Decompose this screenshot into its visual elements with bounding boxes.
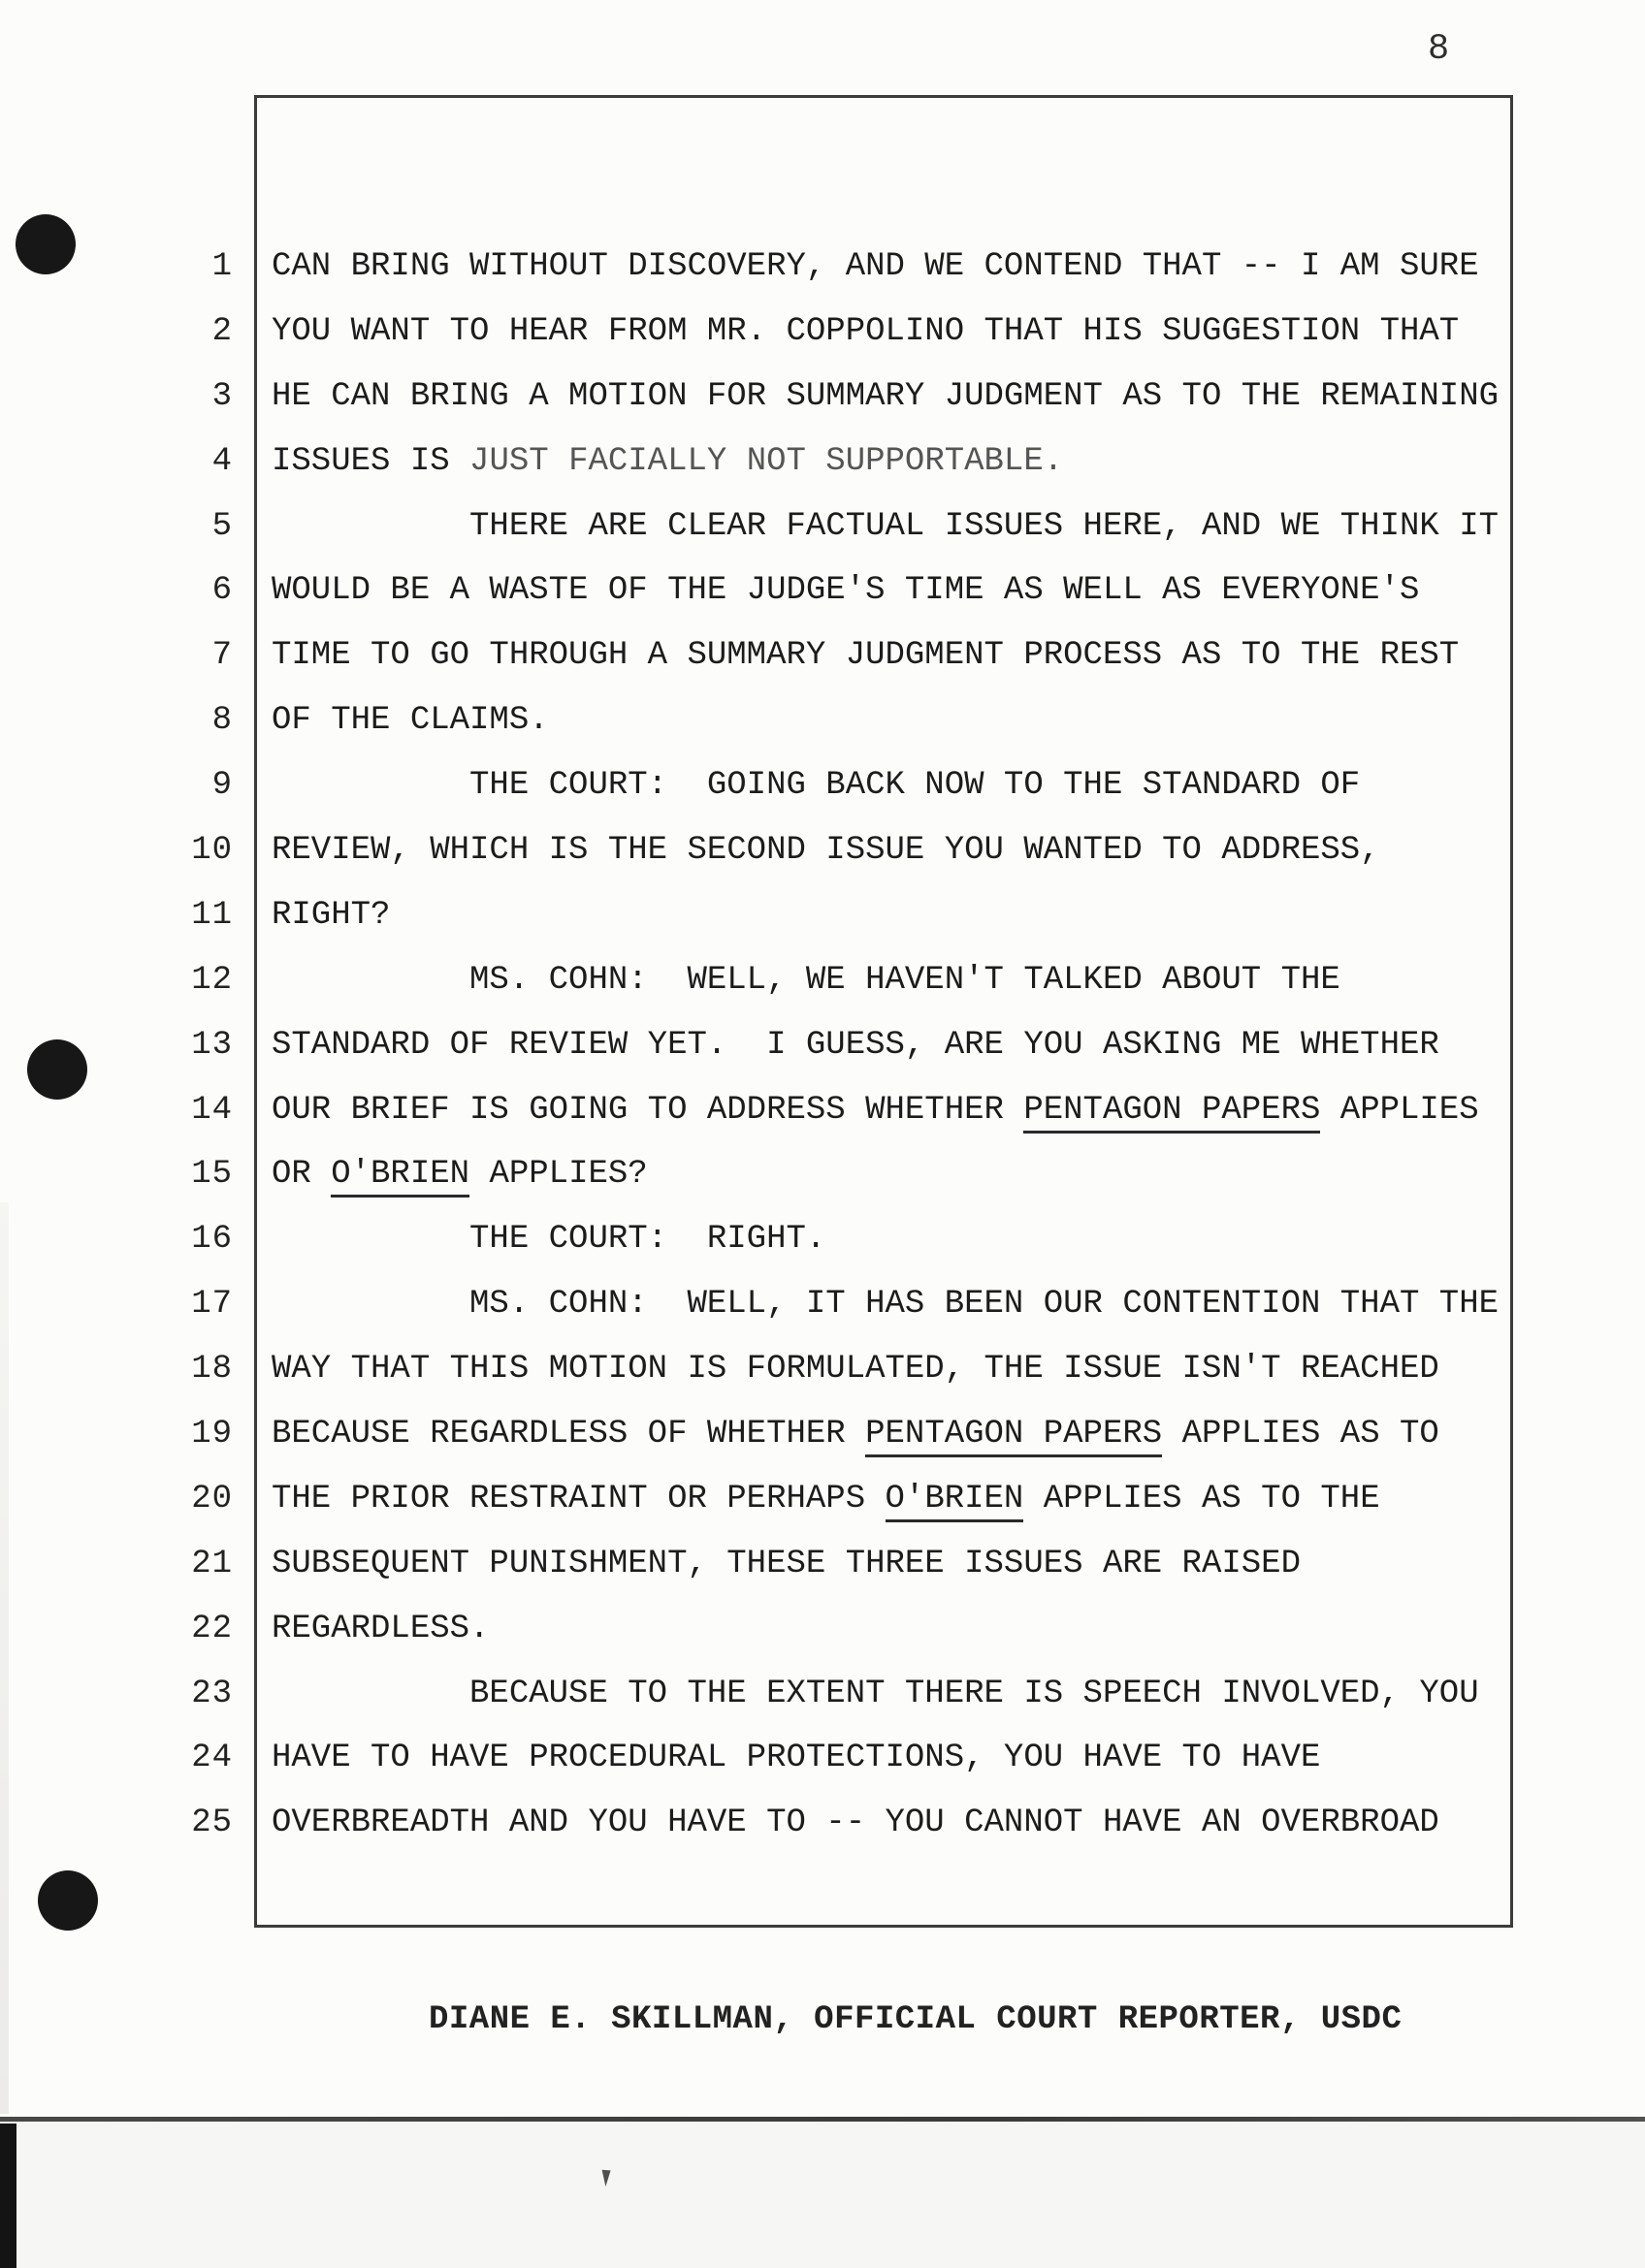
text-segment: OVERBREADTH AND YOU HAVE TO -- YOU CANNOT HAVE AN OVERBROAD (272, 1805, 1439, 1842)
text-segment: OR (272, 1156, 332, 1194)
transcript-line (145, 572, 1542, 637)
line-text (272, 1221, 825, 1258)
line-text (272, 1156, 648, 1193)
transcript-line (145, 637, 1542, 702)
text-segment: HE CAN BRING A MOTION FOR SUMMARY JUDGMENT AS TO THE REMAINING (272, 377, 1500, 415)
case-citation-underlined: PENTAGON PAPERS (1023, 1092, 1320, 1134)
line-number: 4 (211, 442, 233, 480)
line-text (272, 443, 1063, 480)
transcript-line (145, 1611, 1542, 1676)
transcript-line (145, 443, 1542, 508)
line-text (272, 1481, 1380, 1517)
line-number: 7 (211, 637, 233, 675)
text-segment: TIME TO GO THROUGH A SUMMARY JUDGMENT PROCESS AS TO THE REST (272, 637, 1460, 675)
line-text (272, 1351, 1439, 1388)
line-text (272, 572, 1419, 609)
line-number: 22 (191, 1610, 233, 1647)
text-segment: BECAUSE TO THE EXTENT THERE IS SPEECH INVOLVED, YOU (272, 1675, 1479, 1712)
line-number: 18 (191, 1351, 233, 1389)
transcript-line (145, 1416, 1542, 1481)
transcript-line (145, 962, 1542, 1027)
line-number: 24 (191, 1740, 233, 1777)
transcript-lines (145, 248, 1542, 1869)
transcript-line (145, 832, 1542, 897)
scan-artifact-mark (600, 2170, 610, 2188)
line-number: 16 (191, 1221, 233, 1259)
text-segment: MS. COHN: WELL, WE HAVEN'T TALKED ABOUT THE (272, 961, 1340, 999)
text-segment: OUR BRIEF IS GOING TO ADDRESS WHETHER (272, 1091, 1024, 1129)
line-number: 6 (211, 572, 233, 610)
case-citation-underlined: O'BRIEN (331, 1156, 469, 1198)
line-text (272, 1546, 1301, 1582)
transcript-line (145, 1286, 1542, 1351)
hole-punch-bottom (38, 1870, 98, 1931)
text-segment: APPLIES AS TO (1162, 1416, 1439, 1453)
text-segment: YOU WANT TO HEAR FROM MR. COPPOLINO THAT HIS SUGGESTION THAT (272, 312, 1460, 350)
text-segment: SUBSEQUENT PUNISHMENT, THESE THREE ISSUES ARE RAISED (272, 1545, 1301, 1582)
line-text (272, 1027, 1439, 1064)
line-text (272, 897, 390, 934)
line-number: 10 (191, 832, 233, 870)
transcript-line (145, 702, 1542, 767)
page-number: 8 (1428, 29, 1450, 70)
text-segment: BECAUSE REGARDLESS OF WHETHER (272, 1416, 866, 1453)
line-number: 11 (191, 896, 233, 934)
case-citation-underlined: O'BRIEN (886, 1481, 1024, 1522)
transcript-line (145, 1027, 1542, 1092)
line-number: 19 (191, 1416, 233, 1453)
line-number: 23 (191, 1675, 233, 1712)
scan-below-band (0, 2122, 1645, 2268)
text-segment: HAVE TO HAVE PROCEDURAL PROTECTIONS, YOU HAVE TO HAVE (272, 1740, 1321, 1777)
line-text (272, 1092, 1479, 1129)
transcript-line (145, 248, 1542, 313)
line-number: 13 (191, 1026, 233, 1064)
text-segment: MS. COHN: WELL, IT HAS BEEN OUR CONTENTION THAT THE (272, 1286, 1500, 1324)
text-segment: THERE ARE CLEAR FACTUAL ISSUES HERE, AND WE THINK IT (272, 507, 1500, 545)
line-number: 20 (191, 1480, 233, 1517)
line-number: 3 (211, 377, 233, 415)
text-segment: OF THE CLAIMS. (272, 702, 549, 740)
text-segment: REVIEW, WHICH IS THE SECOND ISSUE YOU WANTED TO ADDRESS, (272, 832, 1380, 870)
line-text (272, 378, 1499, 415)
line-text (272, 1805, 1439, 1841)
line-number: 9 (211, 767, 233, 805)
transcript-line (145, 1676, 1542, 1741)
text-segment: WOULD BE A WASTE OF THE JUDGE'S TIME AS WELL AS EVERYONE'S (272, 572, 1420, 610)
court-reporter-footer: DIANE E. SKILLMAN, OFFICIAL COURT REPORTER, USDC (429, 2001, 1403, 2038)
scan-left-strip (0, 2124, 16, 2268)
transcript-line (145, 1546, 1542, 1611)
hole-punch-top (16, 214, 76, 274)
transcript-line (145, 1481, 1542, 1546)
text-segment: STANDARD OF REVIEW YET. I GUESS, ARE YOU ASKING ME WHETHER (272, 1026, 1439, 1064)
text-segment: REGARDLESS. (272, 1610, 490, 1647)
line-number: 12 (191, 961, 233, 999)
hole-punch-middle (27, 1039, 87, 1100)
text-segment: APPLIES AS TO THE (1023, 1480, 1380, 1517)
transcript-line (145, 1740, 1542, 1805)
line-text (272, 702, 549, 739)
line-number: 1 (211, 248, 233, 285)
line-number: 2 (211, 312, 233, 350)
line-number: 17 (191, 1286, 233, 1324)
line-text (272, 1740, 1320, 1776)
transcript-line (145, 1092, 1542, 1157)
line-text (272, 508, 1499, 545)
line-text (272, 248, 1479, 285)
line-text (272, 637, 1459, 674)
line-text (272, 1416, 1439, 1453)
text-segment: APPLIES (1320, 1091, 1479, 1129)
line-number: 21 (191, 1545, 233, 1582)
line-text (272, 767, 1360, 804)
line-number: 5 (211, 507, 233, 545)
text-segment: THE PRIOR RESTRAINT OR PERHAPS (272, 1480, 886, 1517)
transcript-line (145, 1221, 1542, 1286)
transcript-line (145, 767, 1542, 832)
line-number: 8 (211, 702, 233, 740)
transcript-line (145, 897, 1542, 962)
transcript-line (145, 508, 1542, 573)
transcript-line (145, 313, 1542, 378)
scan-edge-streak (0, 1202, 9, 2114)
line-number: 25 (191, 1805, 233, 1842)
transcript-line (145, 1351, 1542, 1416)
text-segment: ISSUES IS (272, 442, 470, 480)
line-number: 15 (191, 1156, 233, 1194)
transcript-line (145, 1805, 1542, 1869)
text-segment: JUST FACIALLY NOT SUPPORTABLE. (469, 442, 1064, 480)
transcript-line (145, 378, 1542, 443)
text-segment: THE COURT: GOING BACK NOW TO THE STANDARD OF (272, 767, 1361, 805)
case-citation-underlined: PENTAGON PAPERS (865, 1416, 1162, 1457)
line-text (272, 1676, 1479, 1712)
line-number: 14 (191, 1091, 233, 1129)
line-text (272, 313, 1459, 350)
line-text (272, 1286, 1499, 1323)
text-segment: THE COURT: RIGHT. (272, 1221, 826, 1259)
text-segment: CAN BRING WITHOUT DISCOVERY, AND WE CONTEND THAT -- I AM SURE (272, 248, 1479, 285)
line-text (272, 962, 1340, 999)
line-text (272, 832, 1380, 869)
line-text (272, 1611, 489, 1647)
text-segment: APPLIES? (469, 1156, 648, 1194)
text-segment: WAY THAT THIS MOTION IS FORMULATED, THE ISSUE ISN'T REACHED (272, 1351, 1439, 1389)
text-segment: RIGHT? (272, 896, 391, 934)
transcript-line (145, 1156, 1542, 1221)
